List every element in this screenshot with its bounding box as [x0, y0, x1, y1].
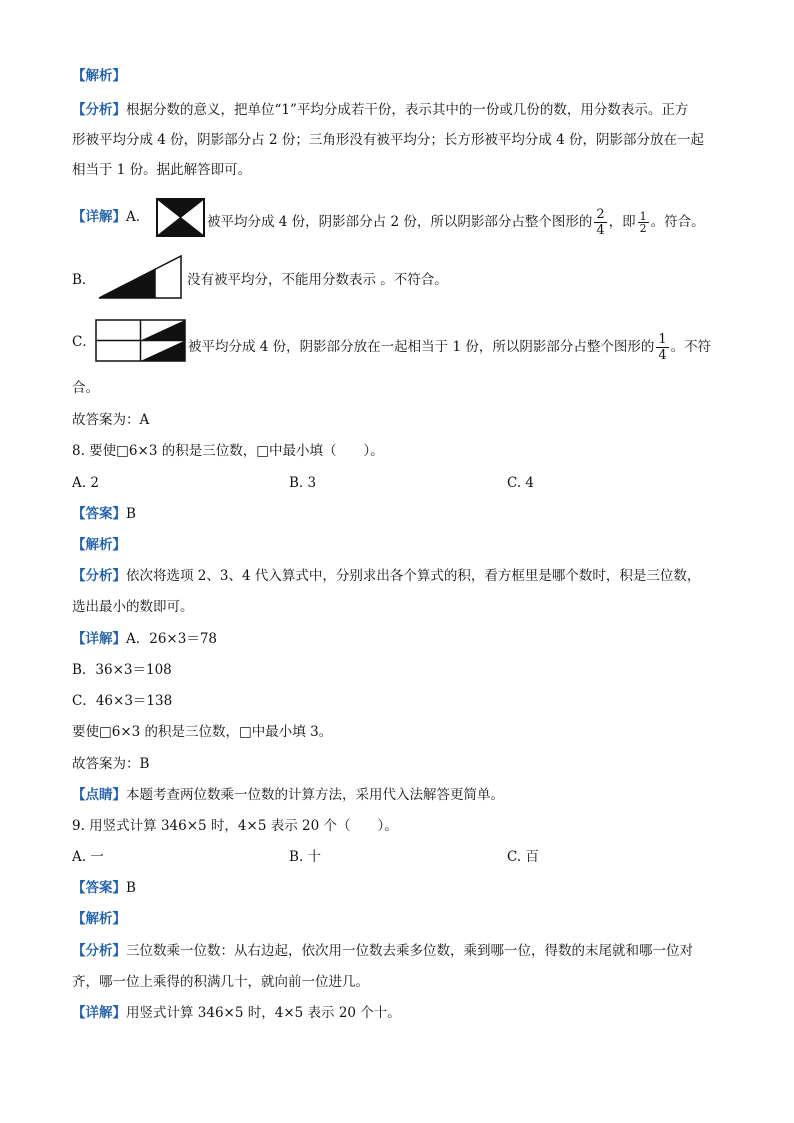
q8-daan: 【答案】B — [72, 506, 136, 522]
q8-xiangjie-a: 【详解】A．26×3＝78 — [72, 631, 218, 647]
q9-fenxi-line-2: 齐，哪一位上乘得的积满几十，就向前一位进几。 — [72, 974, 369, 990]
jiexi-heading: 【解析】 — [72, 68, 126, 84]
q8-option-b: B. 3 — [289, 475, 317, 491]
q8-answer: 故答案为：B — [72, 756, 150, 772]
square-figure — [156, 198, 205, 237]
q8-option-c: C. 4 — [507, 475, 535, 491]
fraction-1-4: $\frac{1}{4}$ — [658, 332, 667, 363]
q9-option-a: A. 一 — [72, 849, 104, 865]
q9-option-c: C. 百 — [507, 849, 539, 865]
b-text: 没有被平均分，不能用分数表示 。不符合。 — [187, 272, 448, 288]
answer-line-1: 故答案为：A — [72, 412, 150, 428]
q8-jiexi-heading: 【解析】 — [72, 537, 126, 553]
fenxi-line-1: 【分析】根据分数的意义，把单位“1”平均分成若干份，表示其中的一份或几份的数，用分数表示。正方 — [72, 102, 689, 118]
q9-jiexi-heading: 【解析】 — [72, 911, 126, 927]
q8-line-c: C．46×3＝138 — [72, 693, 173, 709]
q8-line-b: B．36×3＝108 — [72, 662, 172, 678]
q9-daan: 【答案】B — [72, 880, 136, 896]
c-prefix: C． — [72, 334, 96, 350]
question-8: 8. 要使□6×3 的积是三位数，□中最小填（ ）。 — [72, 443, 384, 459]
q8-dianjing: 【点睛】本题考查两位数乘一位数的计算方法，采用代入法解答更简单。 — [72, 787, 504, 803]
q9-fenxi-line-1: 【分析】三位数乘一位数：从右边起，依次用一位数去乘多位数，乘到哪一位，得数的末尾就和哪一位对 — [72, 943, 693, 959]
fenxi-line-3: 相当于 1 份。据此解答即可。 — [72, 162, 252, 178]
xiangjie-a-prefix: 【详解】A． — [72, 209, 150, 225]
c-text: 被平均分成 4 份，阴影部分放在一起相当于 1 份，所以阴影部分占整个图形的 $\frac{1}{4}$ 。不符 — [188, 332, 712, 363]
fraction-2-4: $\frac{2}{4}$ — [596, 207, 605, 238]
q8-conclusion: 要使□6×3 的积是三位数，□中最小填 3。 — [72, 724, 333, 740]
q8-option-a: A. 2 — [72, 475, 99, 491]
b-prefix: B． — [72, 272, 96, 288]
triangle-figure — [97, 254, 183, 300]
q8-fenxi-line-1: 【分析】依次将选项 2、3、4 代入算式中，分别求出各个算式的积，看方框里是哪个数时，积是三位数， — [72, 568, 701, 584]
question-9: 9. 用竖式计算 346×5 时，4×5 表示 20 个（ ）。 — [72, 818, 398, 834]
xiangjie-a-text: 被平均分成 4 份，阴影部分占 2 份，所以阴影部分占整个图形的 $\frac{2}{4}$ ，即 $\frac{1}{2}$ 。符合。 — [207, 207, 705, 238]
fraction-1-2: $\frac{1}{2}$ — [639, 210, 647, 235]
fenxi-line-2: 形被平均分成 4 份，阴影部分占 2 份；三角形没有被平均分；长方形被平均分成 4 份，阴影部分放在一起 — [72, 132, 705, 148]
q8-fenxi-line-2: 选出最小的数即可。 — [72, 599, 194, 615]
q9-option-b: B. 十 — [289, 849, 322, 865]
rectangle-figure — [95, 319, 186, 362]
q9-xiangjie: 【详解】用竖式计算 346×5 时，4×5 表示 20 个十。 — [72, 1005, 401, 1021]
c-continuation: 合。 — [72, 380, 99, 396]
